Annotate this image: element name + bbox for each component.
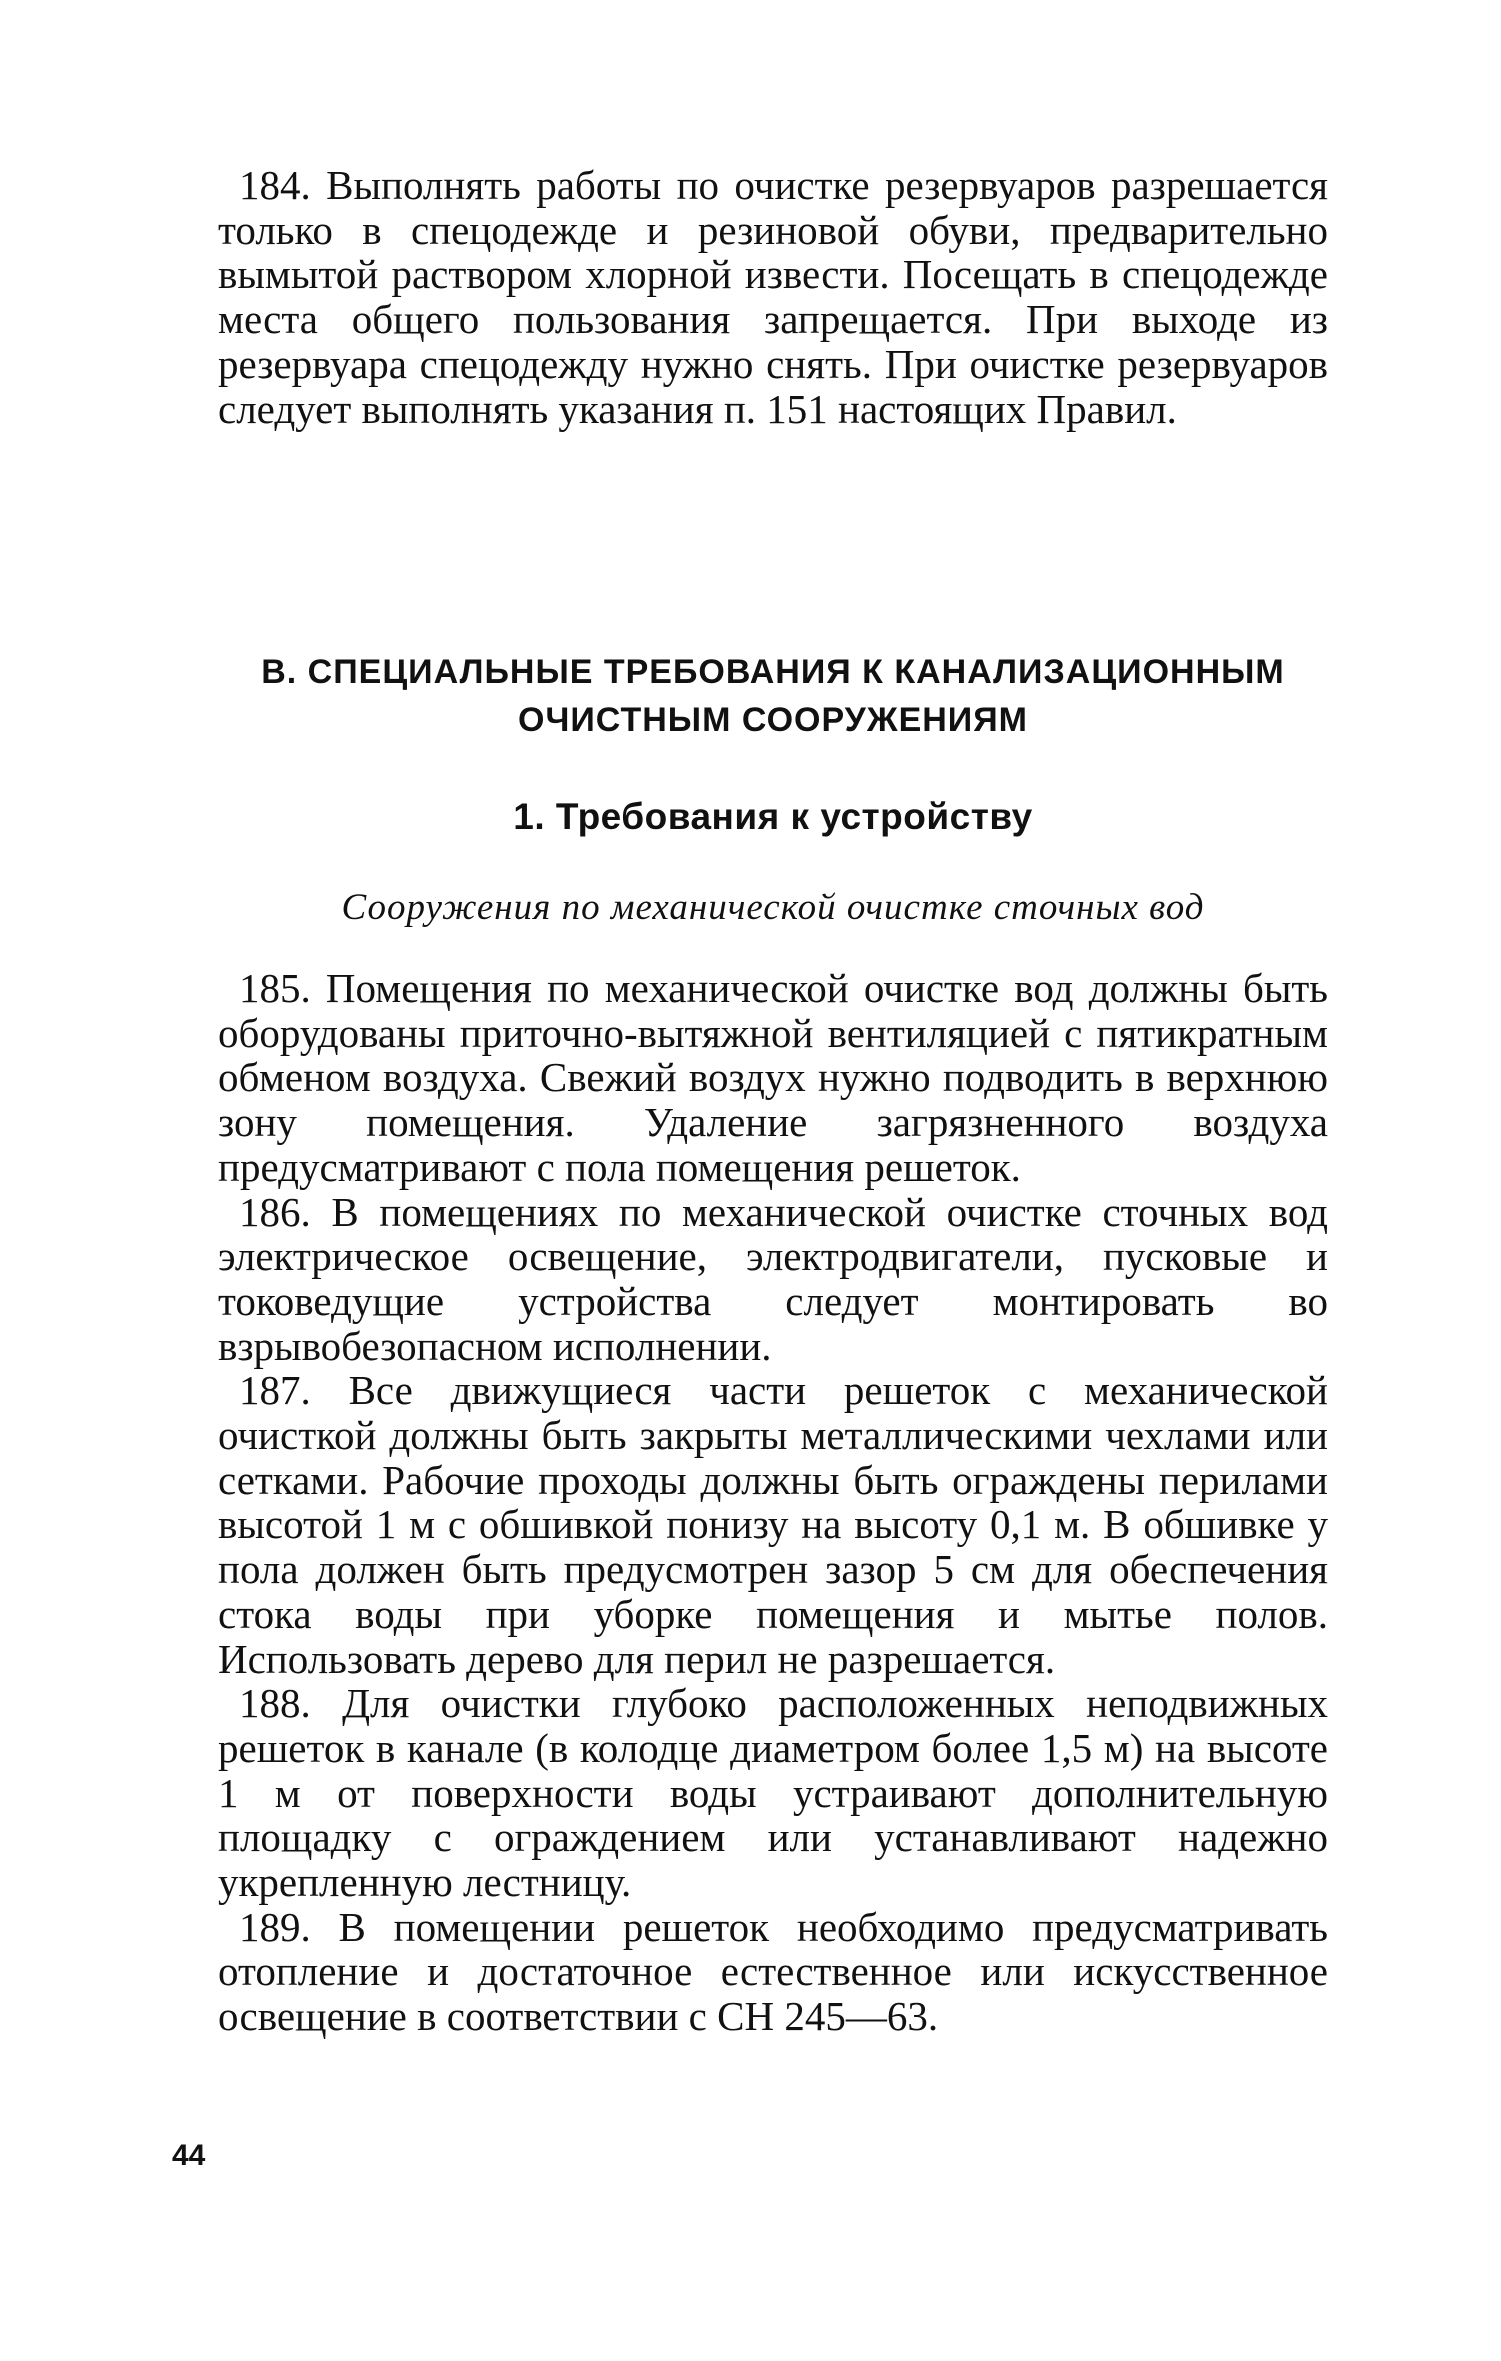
subsection-title: 1. Требования к устройству (513, 796, 1033, 837)
page-number: 44 (172, 2139, 206, 2172)
paragraph-189: 189. В помещении решеток необходимо предусматривать отопление и достаточное естественное или искусственное освещение в соответствии с СН 245—63. (218, 1903, 1328, 2040)
section-title: В. СПЕЦИАЛЬНЫЕ ТРЕБОВАНИЯ К КАНАЛИЗАЦИОННЫМ ОЧИСТНЫМ СООРУЖЕНИЯМ (261, 653, 1285, 739)
paragraph-184: 184. Выполнять работы по очистке резервуаров разрешается только в спецодежде и резиновой обуви, предварительно вымытой раствором хлорной извести. Посещать в спецодежде места общего пользования запрещается. При выходе из резервуара спецодежду нужно снять. При очистке резервуаров следует выполнять указания п. 151 настоящих Правил. (218, 162, 1328, 432)
subsubsection-title: Сооружения по механической очистке сточных вод (341, 887, 1205, 928)
paragraph-184-block (218, 163, 1328, 431)
paragraph-185: 185. Помещения по механической очистке вод должны быть оборудованы приточно-вытяжной вентиляцией с пятикратным обменом воздуха. Свежий воздух нужно подводить в верхнюю зону помещения. Удаление загрязненного воздуха предусматривают с пола помещения решеток. (218, 965, 1328, 1190)
paragraph-187: 187. Все движущиеся части решеток с механической очисткой должны быть закрыты металлическими чехлами или сетками. Рабочие проходы должны быть ограждены перилами высотой 1 м с обшивкой понизу на высоту 0,1 м. В обшивке у пола должен быть предусмотрен зазор 5 см для обеспечения стока воды при уборке помещения и мытье полов. Использовать дерево для перил не разрешается. (218, 1367, 1328, 1682)
paragraph-186: 186. В помещениях по механической очистке сточных вод электрическое освещение, электродвигатели, пусковые и токоведущие устройства следует монтировать во взрывобезопасном исполнении. (218, 1188, 1328, 1369)
paragraph-188: 188. Для очистки глубоко расположенных неподвижных решеток в канале (в колодце диаметром более 1,5 м) на высоте 1 м от поверхности воды устраивают дополнительную площадку с ограждением или устанавливают надежно укрепленную лестницу. (218, 1680, 1328, 1906)
paragraphs-block (218, 966, 1328, 2039)
